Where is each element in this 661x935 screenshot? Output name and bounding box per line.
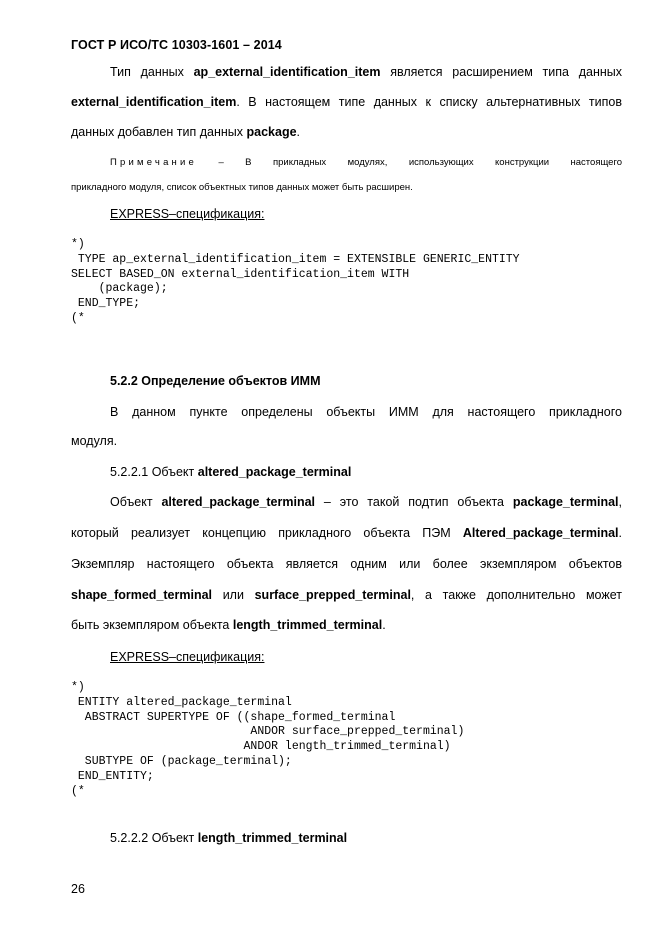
term: package <box>246 125 297 139</box>
term: length_trimmed_terminal <box>232 618 383 632</box>
note-line2: прикладного модуля, список объектных типов данных может быть расширен. <box>71 182 413 193</box>
para3-line4 <box>71 588 622 603</box>
para2-line2: модуля. <box>71 434 118 448</box>
text: . <box>618 526 622 540</box>
text: является расширением типа данных <box>380 65 622 79</box>
text: или <box>212 588 255 602</box>
subsection-number: 5.2.2.1 Объект <box>110 465 198 479</box>
term: package_terminal <box>512 495 619 509</box>
para2-line1: В данном пункте определены объекты ИММ для настоящего прикладного <box>110 405 622 419</box>
para3-line3: Экземпляр настоящего объекта является одним или более экземпляром объектов <box>71 557 622 571</box>
text: , а также дополнительно может <box>410 588 622 602</box>
note-line1 <box>110 155 622 170</box>
subsection-heading <box>110 465 622 480</box>
text: Тип данных <box>110 65 194 79</box>
para1-line1 <box>110 65 622 80</box>
term: surface_prepped_terminal <box>254 588 411 602</box>
page-number: 26 <box>71 882 85 896</box>
text: , <box>618 495 622 509</box>
para3-line2 <box>71 526 622 541</box>
text: . <box>382 618 386 632</box>
text: – это такой подтип объекта <box>315 495 513 509</box>
section-heading <box>110 374 622 389</box>
express-code-block: *) ENTITY altered_package_terminal ABSTRACT SUPERTYPE OF ((shape_formed_terminal ANDOR surface_prepped_terminal) ANDOR length_trimmed_terminal) SUBTYPE OF (package_terminal); END_ENTITY; (* <box>71 681 465 798</box>
page-header: ГОСТ Р ИСО/ТС 10303-1601 – 2014 <box>71 38 282 52</box>
term: external_identification_item <box>71 95 237 109</box>
text: данных добавлен тип данных <box>71 125 247 139</box>
para1-line2 <box>71 95 622 110</box>
note-label: Примечание <box>110 157 197 168</box>
text: который реализует концепцию прикладного объекта ПЭМ <box>71 526 463 540</box>
express-code-block: *) TYPE ap_external_identification_item = EXTENSIBLE GENERIC_ENTITY SELECT BASED_ON external_identification_item WITH (package); END_TYPE; (* <box>71 238 520 325</box>
term: Altered_package_terminal <box>462 526 619 540</box>
text: . <box>296 125 301 139</box>
entity-name: length_trimmed_terminal <box>197 831 348 845</box>
express-label: EXPRESS–спецификация: <box>110 207 265 221</box>
text: Объект <box>110 495 162 509</box>
section-title: Определение объектов ИММ <box>137 374 321 388</box>
subsection-number: 5.2.2.2 Объект <box>110 831 198 845</box>
term: altered_package_terminal <box>161 495 316 509</box>
text: . В настоящем типе данных к списку альтернативных типов <box>236 95 622 109</box>
para1-line3 <box>71 125 622 140</box>
section-number: 5.2.2 <box>110 374 138 388</box>
term: ap_external_identification_item <box>193 65 381 79</box>
entity-name: altered_package_terminal <box>197 465 352 479</box>
text: – В прикладных модулях, использующих конструкции настоящего <box>197 157 622 168</box>
subsection-heading <box>110 831 622 846</box>
para3-line5 <box>71 618 622 633</box>
para3-line1 <box>110 495 622 510</box>
text: быть экземпляром объекта <box>71 618 233 632</box>
express-label: EXPRESS–спецификация: <box>110 650 265 664</box>
term: shape_formed_terminal <box>71 588 213 602</box>
